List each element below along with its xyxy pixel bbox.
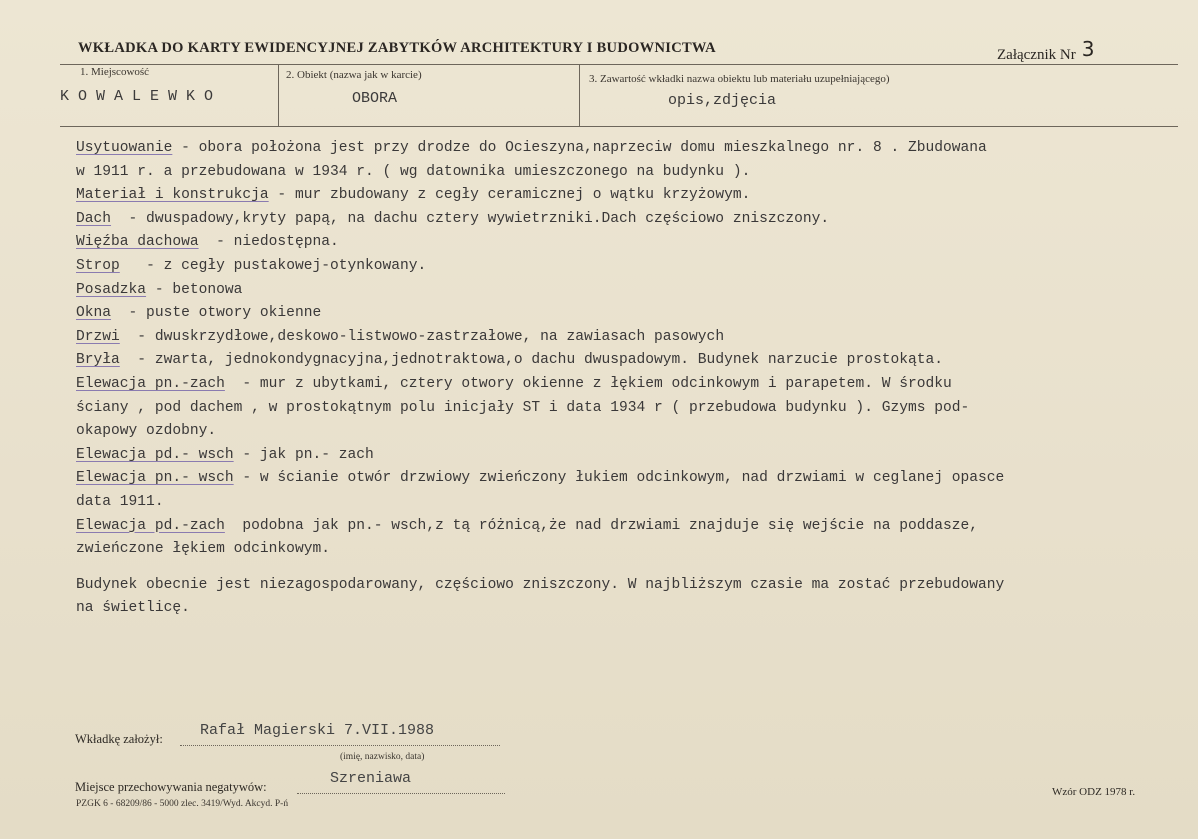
- section-term: Elewacja pn.-zach: [76, 375, 225, 392]
- header-top-rule: [60, 64, 1178, 65]
- section-term: Elewacja pd.-zach: [76, 517, 225, 534]
- print-info: PZGK 6 - 68209/86 - 5000 zlec. 3419/Wyd. Akcyd. P-ń: [76, 799, 289, 809]
- body-line: [76, 255, 1166, 279]
- section-term: Więźba dachowa: [76, 234, 199, 251]
- section-term: Okna: [76, 305, 112, 322]
- object-label: 2. Obiekt (nazwa jak w karcie): [286, 69, 422, 81]
- body-line: [76, 302, 1166, 326]
- body-line: [76, 538, 1166, 562]
- body-line-text: - puste otwory okienne: [111, 305, 322, 322]
- body-line-text: - betonowa: [146, 281, 243, 298]
- section-term: Strop: [76, 257, 120, 274]
- annex-number: [997, 37, 1095, 64]
- body-line-text: podobna jak pn.- wsch,z tą różnicą,że nad drzwiami znajduje się wejście na poddasze,: [224, 517, 979, 534]
- created-by-label: Wkładkę założył:: [75, 732, 163, 746]
- annex-label: Załącznik Nr: [997, 47, 1076, 63]
- column-divider-1: [278, 64, 279, 126]
- body-line-text: - zwarta, jednokondygnacyjna,jednotraktowa,o dachu dwuspadowym. Budynek narzucie prostokąta.: [119, 352, 944, 369]
- body-line-text: w 1911 r. a przebudowana w 1934 r. ( wg datownika umieszczonego na budynku ).: [76, 163, 751, 180]
- created-by-hint: (imię, nazwisko, data): [340, 752, 425, 762]
- header-bottom-rule: [60, 126, 1178, 127]
- section-term: Posadzka: [76, 281, 147, 298]
- created-by-line: [180, 745, 500, 746]
- body-line: [76, 184, 1166, 208]
- body-line: [76, 349, 1166, 373]
- section-term: Usytuowanie: [76, 140, 173, 156]
- body-line: [76, 137, 1166, 161]
- body-line: [76, 208, 1166, 232]
- content-label: 3. Zawartość wkładki nazwa obiektu lub materiału uzupełniającego): [589, 73, 890, 85]
- body-line-text: - mur z ubytkami, cztery otwory okienne z łękiem odcinkowym i parapetem. W środku: [224, 375, 952, 392]
- body-line-text: - dwuspadowy,kryty papą, na dachu cztery wywietrzniki.Dach częściowo zniszczony.: [111, 210, 830, 227]
- body-line-text: - niedostępna.: [198, 234, 339, 251]
- section-term: Drzwi: [76, 328, 120, 345]
- body-line: [76, 231, 1166, 255]
- form-model: Wzór ODZ 1978 r.: [1052, 786, 1136, 798]
- locality-label: 1. Miejscowość: [80, 66, 150, 78]
- body-line: [76, 444, 1166, 468]
- body-line-text: data 1911.: [76, 493, 164, 510]
- body-line: [76, 161, 1166, 185]
- paragraph-gap: [76, 562, 1166, 574]
- body-line: [76, 279, 1166, 303]
- body-line: [76, 420, 1166, 444]
- section-term: Elewacja pd.- wsch: [76, 446, 234, 463]
- locality-value: KOWALEWKO: [60, 88, 223, 105]
- body-line-text: zwieńczone łękiem odcinkowym.: [76, 541, 330, 558]
- section-term: Bryła: [76, 352, 120, 369]
- body-line: [76, 397, 1166, 421]
- body-line-text: - jak pn.- zach: [233, 446, 374, 463]
- created-by-value: Rafał Magierski 7.VII.1988: [200, 722, 435, 739]
- body-line: [76, 326, 1166, 350]
- closing-line: Budynek obecnie jest niezagospodarowany, częściowo zniszczony. W najbliższym czasie ma zostać przebudowany: [76, 576, 1005, 593]
- description-body: [76, 137, 1166, 621]
- body-line-text: okapowy ozdobny.: [76, 423, 217, 440]
- body-line-text: - obora położona jest przy drodze do Ocieszyna,naprzeciw domu mieszkalnego nr. 8 . Zbudowana: [172, 140, 987, 156]
- object-value: OBORA: [352, 90, 398, 107]
- body-line-text: - mur zbudowany z cegły ceramicznej o wątku krzyżowym.: [268, 187, 751, 204]
- section-term: Dach: [76, 210, 112, 227]
- body-line-text: - w ścianie otwór drzwiowy zwieńczony łukiem odcinkowym, nad drzwiami w ceglanej opasce: [233, 470, 1005, 487]
- body-line-text: ściany , pod dachem , w prostokątnym polu inicjały ST i data 1934 r ( przebudowa budynku ). Gzyms pod-: [76, 399, 970, 416]
- body-line: [76, 467, 1166, 491]
- section-term: Elewacja pn.- wsch: [76, 470, 234, 487]
- body-line-text: - z cegły pustakowej-otynkowany.: [119, 257, 427, 274]
- form-title: WKŁADKA DO KARTY EWIDENCYJNEJ ZABYTKÓW ARCHITEKTURY I BUDOWNICTWA: [78, 40, 716, 56]
- annex-number-value: 3: [1081, 37, 1095, 61]
- negatives-value: Szreniawa: [330, 770, 412, 787]
- body-line-text: - dwuskrzydłowe,deskowo-listwowo-zastrzałowe, na zawiasach pasowych: [119, 328, 725, 345]
- negatives-line: [297, 793, 505, 794]
- body-line: [76, 491, 1166, 515]
- column-divider-2: [579, 64, 580, 126]
- content-value: opis,zdjęcia: [668, 92, 777, 109]
- negatives-label: Miejsce przechowywania negatywów:: [75, 780, 267, 794]
- body-line: [76, 515, 1166, 539]
- closing-line: na świetlicę.: [76, 600, 190, 617]
- section-term: Materiał i konstrukcja: [76, 187, 269, 204]
- body-line: [76, 373, 1166, 397]
